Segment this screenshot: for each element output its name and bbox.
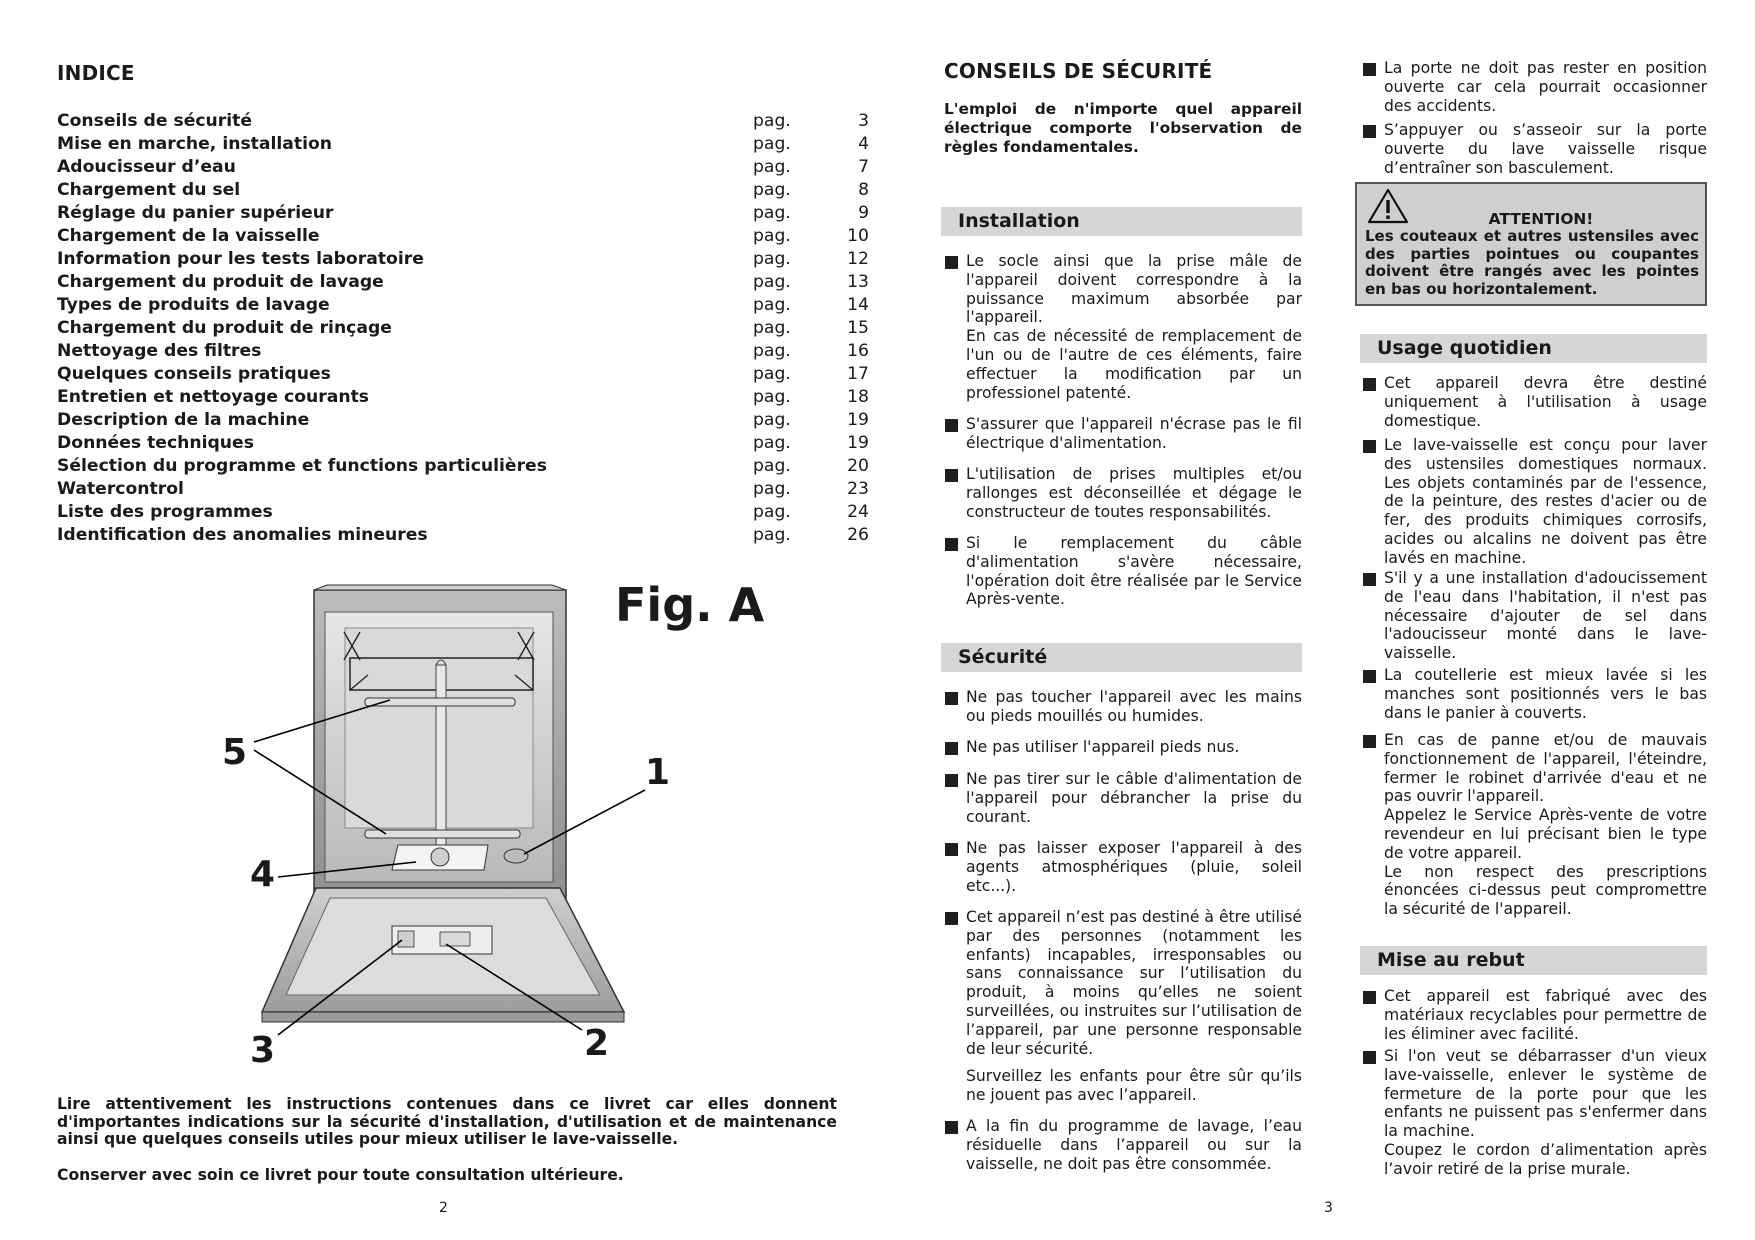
warning-title: ATTENTION! — [1488, 210, 1594, 228]
item-text: L'utilisation de prises multiples et/ou rallonges est déconseillée et dégage le constructeur de toutes responsabilités. — [966, 465, 1302, 521]
toc-title: Nettoyage des filtres — [57, 341, 262, 361]
toc-pag: pag. — [753, 433, 791, 453]
item-text: La porte ne doit pas rester en position ouverte car cela pourrait occasionner des accidents. — [1384, 59, 1707, 115]
toc-page-number: 15 — [847, 318, 869, 338]
list-item — [1363, 121, 1707, 177]
toc-page-number: 14 — [847, 295, 869, 315]
list-item — [1363, 436, 1707, 568]
toc-page-number: 3 — [858, 111, 869, 131]
item-text: Appelez le Service Après-vente de votre revendeur en lui précisant bien le type de votre appareil. — [1384, 806, 1707, 862]
item-text: Cet appareil n’est pas destiné à être utilisé par des personnes (notamment les enfants) incapables, irresponsables ou sans connaissance sur l’utilisation du produit, à moins qu’elles ne soient surveillées, ou instruites sur l’utilisation de l’appareil, par une personne responsable de leur sécurité. — [966, 908, 1302, 1058]
toc-pag: pag. — [753, 387, 791, 407]
list-item — [945, 1117, 1302, 1173]
bullet-square-icon — [945, 742, 958, 755]
bullet-square-icon — [945, 774, 958, 787]
bullet-square-icon — [945, 912, 958, 925]
toc-page-number: 13 — [847, 272, 869, 292]
toc-title: Données techniques — [57, 433, 254, 453]
toc-pag: pag. — [753, 272, 791, 292]
item-text: Cet appareil devra être destiné uniquement à l'utilisation à usage domestique. — [1384, 374, 1707, 430]
toc-pag: pag. — [753, 341, 791, 361]
toc-pag: pag. — [753, 525, 791, 545]
item-text: En cas de panne et/ou de mauvais fonctionnement de l'appareil, l'éteindre, fermer le robinet d'arrivée d'eau et ne pas ouvrir l'appareil. — [1384, 731, 1707, 806]
bullet-square-icon — [945, 692, 958, 705]
toc-title: Chargement du produit de lavage — [57, 272, 384, 292]
item-text: En cas de nécessité de remplacement de l'un ou de l'autre de ces éléments, faire effectuer la modification par un professionel patenté. — [966, 327, 1302, 402]
list-item — [945, 770, 1302, 826]
toc-page-number: 18 — [847, 387, 869, 407]
list-item — [945, 839, 1302, 895]
callout-1: 1 — [645, 752, 671, 793]
toc-pag: pag. — [753, 180, 791, 200]
bullet-square-icon — [1363, 63, 1376, 76]
toc-page-number: 10 — [847, 226, 869, 246]
list-item — [1363, 987, 1707, 1043]
toc-title: Conseils de sécurité — [57, 111, 253, 131]
item-text: A la fin du programme de lavage, l’eau résiduelle dans l’appareil ou sur la vaisselle, ne doit pas être consommée. — [966, 1117, 1302, 1173]
toc-page-number: 26 — [847, 525, 869, 545]
item-text: Le socle ainsi que la prise mâle de l'appareil doivent correspondre à la puissance maximum absorbée par l'appareil. — [966, 252, 1302, 327]
bullet-square-icon — [1363, 1051, 1376, 1064]
item-text: Ne pas tirer sur le câble d'alimentation de l'appareil pour débrancher la prise du courant. — [966, 770, 1302, 826]
warning-text: Les couteaux et autres ustensiles avec des parties pointues ou coupantes doivent être rangés avec les pointes en bas ou horizontalement. — [1365, 227, 1699, 298]
page-number: 3 — [1324, 1200, 1333, 1216]
item-text: Le lave-vaisselle est conçu pour laver des ustensiles domestiques normaux. Les objets contaminés par de l'essence, de la peinture, des restes d'acier ou de fer, des produits chimiques corrosifs, acides ou alcalins ne doivent pas être lavés en machine. — [1384, 436, 1707, 567]
toc-title: Chargement du sel — [57, 180, 241, 200]
bullet-square-icon — [945, 843, 958, 856]
item-text: Surveillez les enfants pour être sûr qu’ils ne jouent pas avec l’appareil. — [966, 1067, 1302, 1105]
callout-5: 5 — [222, 732, 248, 773]
item-text: Ne pas toucher l'appareil avec les mains ou pieds mouillés ou humides. — [966, 688, 1302, 725]
toc-pag: pag. — [753, 479, 791, 499]
list-item — [945, 534, 1302, 609]
bullet-square-icon — [1363, 440, 1376, 453]
toc-title: Liste des programmes — [57, 502, 273, 522]
item-text: Le non respect des prescriptions énoncées ci-dessus peut compromettre la sécurité de l'appareil. — [1384, 862, 1707, 919]
callout-3: 3 — [250, 1030, 276, 1071]
section-header-securite: Sécurité — [941, 643, 1302, 672]
item-text: Ne pas utiliser l'appareil pieds nus. — [966, 738, 1240, 756]
bullet-square-icon — [1363, 573, 1376, 586]
toc-pag: pag. — [753, 364, 791, 384]
toc-title: Mise en marche, installation — [57, 134, 333, 154]
bullet-square-icon — [1363, 378, 1376, 391]
bullet-square-icon — [945, 1121, 958, 1134]
toc-pag: pag. — [753, 249, 791, 269]
list-item — [1363, 666, 1707, 722]
figure-label: Fig. A — [615, 578, 765, 632]
toc-title: Identification des anomalies mineures — [57, 525, 428, 545]
warning-box — [1355, 182, 1707, 306]
item-text: S’appuyer ou s’asseoir sur la porte ouverte du lave vaisselle risque d’entraîner son basculement. — [1384, 121, 1707, 177]
section-header-rebut: Mise au rebut — [1360, 946, 1707, 975]
list-item — [1363, 1047, 1707, 1179]
toc-title: Réglage du panier supérieur — [57, 203, 334, 223]
toc-pag: pag. — [753, 203, 791, 223]
toc-title: Chargement du produit de rinçage — [57, 318, 392, 338]
toc-page-number: 12 — [847, 249, 869, 269]
toc-pag: pag. — [753, 410, 791, 430]
toc-page-number: 17 — [847, 364, 869, 384]
list-item — [1363, 59, 1707, 115]
keep-note: Conserver avec soin ce livret pour toute consultation ultérieure. — [57, 1166, 624, 1184]
item-text: Ne pas laisser exposer l'appareil à des agents atmosphériques (pluie, soleil etc...). — [966, 839, 1302, 895]
index-heading: INDICE — [57, 61, 135, 85]
toc-page-number: 8 — [858, 180, 869, 200]
toc-title: Watercontrol — [57, 479, 184, 499]
item-text: La coutellerie est mieux lavée si les manches sont positionnés vers le bas dans le panier à couverts. — [1384, 666, 1707, 722]
item-text: Coupez le cordon d’alimentation après l’avoir retiré de la prise murale. — [1384, 1140, 1707, 1178]
item-text: S'assurer que l'appareil n'écrase pas le fil électrique d'alimentation. — [966, 415, 1302, 452]
callout-2: 2 — [584, 1023, 610, 1064]
bullet-square-icon — [1363, 670, 1376, 683]
bullet-square-icon — [945, 256, 958, 269]
item-text: Si le remplacement du câble d'alimentation s'avère nécessaire, l'opération doit être réalisée par le Service Après-vente. — [966, 534, 1302, 609]
toc-page-number: 9 — [858, 203, 869, 223]
toc-pag: pag. — [753, 318, 791, 338]
toc-page-number: 4 — [858, 134, 869, 154]
toc-page-number: 19 — [847, 410, 869, 430]
list-item — [945, 415, 1302, 453]
bullet-square-icon — [1363, 125, 1376, 138]
toc-title: Information pour les tests laboratoire — [57, 249, 424, 269]
toc-title: Sélection du programme et functions particulières — [57, 456, 547, 476]
toc-pag: pag. — [753, 295, 791, 315]
section-header-usage: Usage quotidien — [1360, 334, 1707, 363]
toc-pag: pag. — [753, 157, 791, 177]
toc-pag: pag. — [753, 111, 791, 131]
toc-title: Entretien et nettoyage courants — [57, 387, 370, 407]
toc-title: Quelques conseils pratiques — [57, 364, 331, 384]
list-item — [945, 908, 1302, 1105]
bullet-square-icon — [1363, 735, 1376, 748]
list-item — [945, 252, 1302, 402]
bullet-square-icon — [945, 538, 958, 551]
toc-title: Adoucisseur d’eau — [57, 157, 236, 177]
toc-title: Types de produits de lavage — [57, 295, 330, 315]
bullet-square-icon — [1363, 991, 1376, 1004]
toc-page-number: 23 — [847, 479, 869, 499]
list-item — [1363, 569, 1707, 663]
toc-title: Chargement de la vaisselle — [57, 226, 320, 246]
callout-4: 4 — [250, 854, 276, 895]
toc-pag: pag. — [753, 226, 791, 246]
toc-page-number: 24 — [847, 502, 869, 522]
toc-pag: pag. — [753, 134, 791, 154]
page-number: 2 — [439, 1200, 448, 1216]
toc-page-number: 16 — [847, 341, 869, 361]
section-header-installation: Installation — [941, 207, 1302, 236]
item-text: Si l'on veut se débarrasser d'un vieux lave-vaisselle, enlever le système de fermeture de la porte pour que les enfants ne puissent pas s'enfermer dans la machine. — [1384, 1047, 1707, 1141]
list-item — [945, 688, 1302, 726]
lead-paragraph: L'emploi de n'importe quel appareil électrique comporte l'observation de règles fondamentales. — [944, 100, 1302, 156]
list-item — [1363, 374, 1707, 430]
intro-paragraph: Lire attentivement les instructions contenues dans ce livret car elles donnent d'importantes indications sur la sécurité d'installation, d'utilisation et de maintenance ainsi que quelques conseils utiles pour mieux utiliser le lave-vaisselle. — [57, 1095, 837, 1148]
list-item — [945, 738, 1302, 757]
toc-page-number: 7 — [858, 157, 869, 177]
toc-pag: pag. — [753, 502, 791, 522]
item-text: Cet appareil est fabriqué avec des matériaux recyclables pour permettre de les éliminer avec facilité. — [1384, 987, 1707, 1043]
bullet-square-icon — [945, 419, 958, 432]
bullet-square-icon — [945, 469, 958, 482]
toc-pag: pag. — [753, 456, 791, 476]
toc-page-number: 19 — [847, 433, 869, 453]
toc-page-number: 20 — [847, 456, 869, 476]
safety-heading: CONSEILS DE SÉCURITÉ — [944, 59, 1213, 83]
list-item — [1363, 731, 1707, 919]
toc-title: Description de la machine — [57, 410, 310, 430]
item-text: S'il y a une installation d'adoucissement de l'eau dans l'habitation, il n'est pas nécessaire d'ajouter de sel dans l'adoucisseur monté dans le lave-vaisselle. — [1384, 569, 1707, 663]
list-item — [945, 465, 1302, 521]
